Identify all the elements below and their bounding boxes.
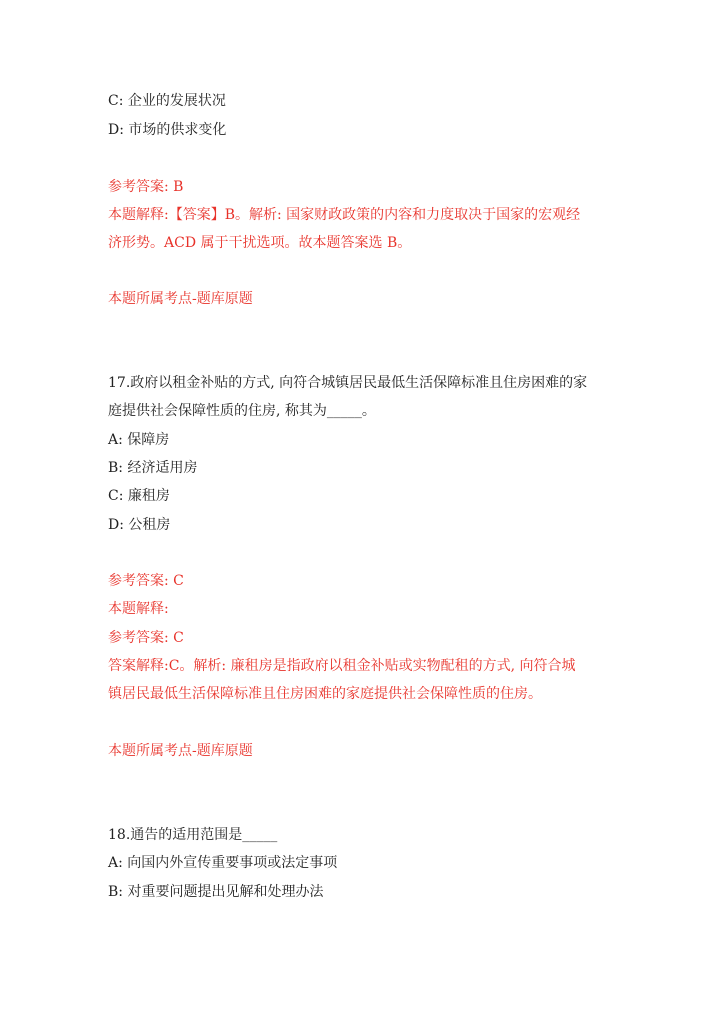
q17-stem-line-2: 庭提供社会保障性质的住房, 称其为_____。: [108, 403, 376, 419]
q18-option-b: B: 对重要问题提出见解和处理办法: [108, 884, 324, 900]
q16-option-c: C: 企业的发展状况: [108, 93, 226, 109]
q16-explanation-line-2: 济形势。ACD 属于干扰选项。故本题答案选 B。: [108, 235, 412, 251]
q17-option-b: B: 经济适用房: [108, 460, 198, 476]
q17-explanation-line-2: 镇居民最低生活保障标准且住房困难的家庭提供社会保障性质的住房。: [108, 686, 542, 702]
q17-explanation-label: 本题解释:: [108, 601, 169, 617]
q16-explanation-line-1: 本题解释:【答案】B。解析: 国家财政政策的内容和力度取决于国家的宏观经: [108, 207, 581, 223]
q17-explanation-line-1: 答案解释:C。解析: 廉租房是指政府以租金补贴或实物配租的方式, 向符合城: [108, 658, 576, 674]
q17-topic: 本题所属考点-题库原题: [108, 743, 253, 759]
q18-stem: 18.通告的适用范围是_____: [108, 827, 278, 843]
q17-answer-1: 参考答案: C: [108, 573, 184, 589]
q18-option-a: A: 向国内外宣传重要事项或法定事项: [108, 855, 338, 871]
q17-option-a: A: 保障房: [108, 432, 170, 448]
q16-topic: 本题所属考点-题库原题: [108, 291, 253, 307]
q17-stem-line-1: 17.政府以租金补贴的方式, 向符合城镇居民最低生活保障标准且住房困难的家: [108, 375, 588, 391]
q17-option-d: D: 公租房: [108, 517, 171, 533]
q17-option-c: C: 廉租房: [108, 488, 170, 504]
q16-answer: 参考答案: B: [108, 179, 184, 195]
q17-answer-2: 参考答案: C: [108, 630, 184, 646]
q16-option-d: D: 市场的供求变化: [108, 122, 227, 138]
